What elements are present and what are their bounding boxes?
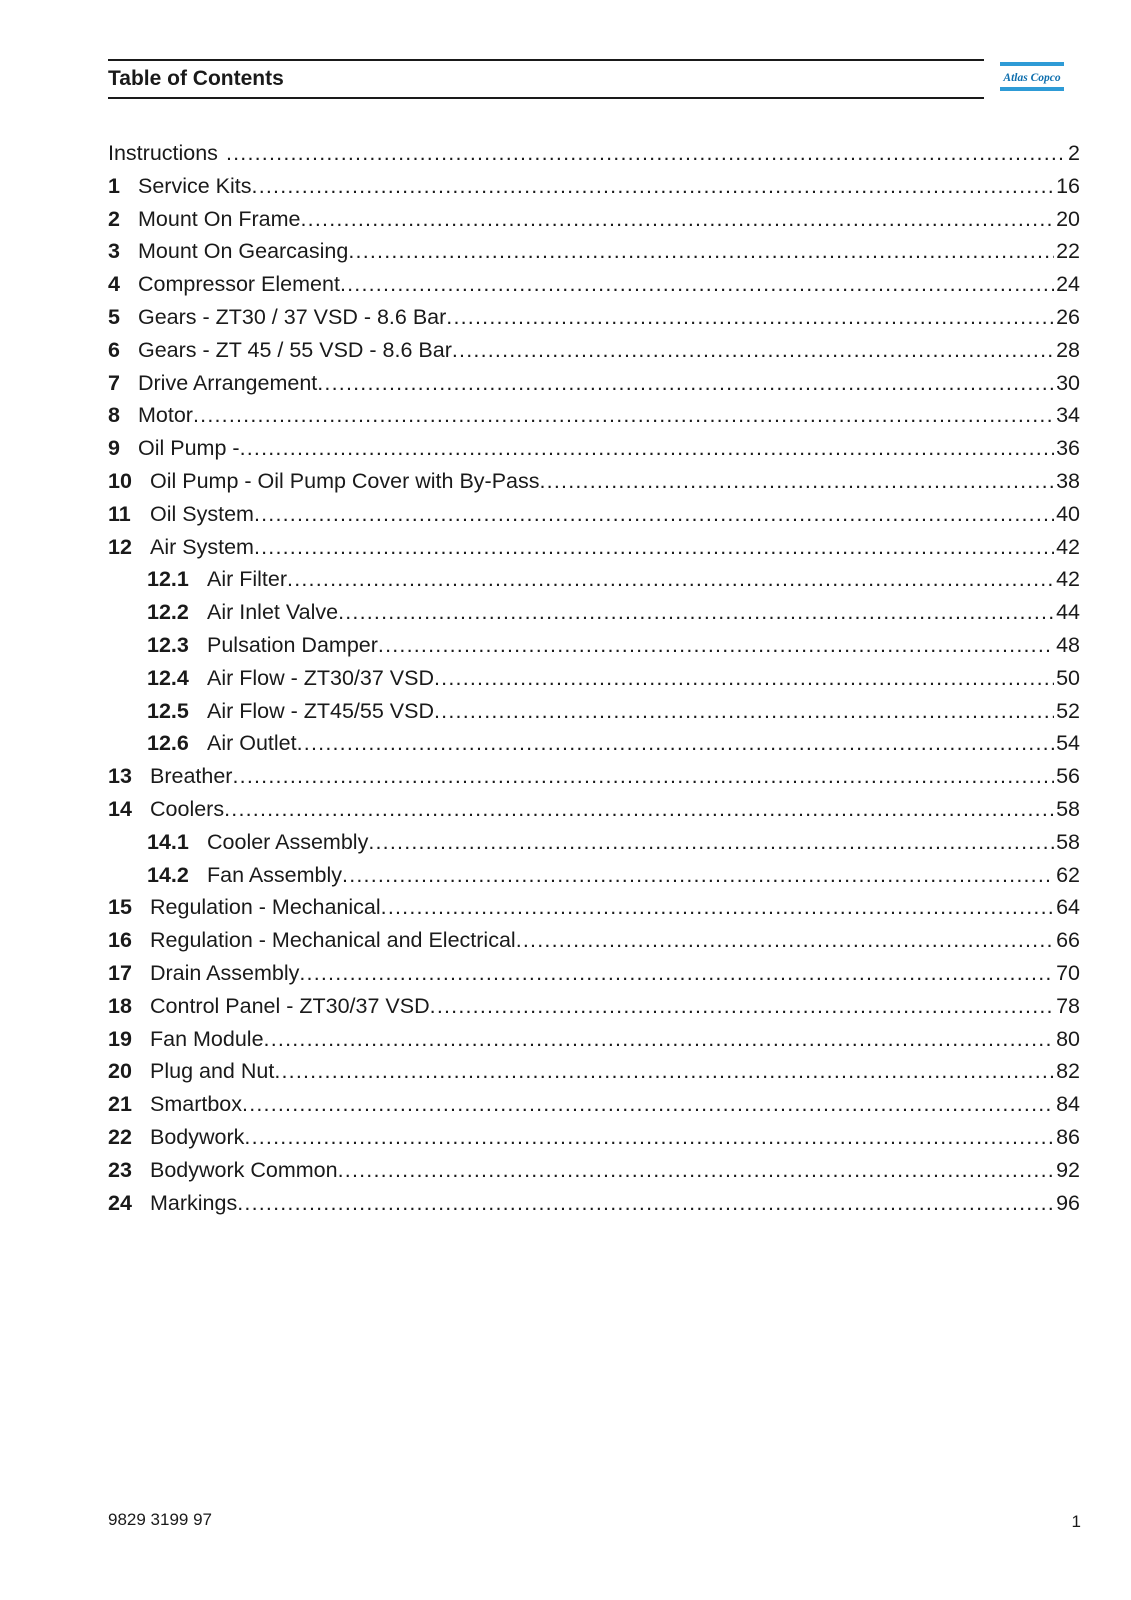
toc-entry-label: Markings [150,1190,238,1215]
toc-entry-page: 92 [1056,1157,1080,1182]
toc-leader-dots [242,1088,1054,1121]
toc-entry-number: 15 [108,895,132,920]
toc-leader-dots [381,891,1054,924]
svg-text:Atlas Copco: Atlas Copco [1003,72,1061,84]
toc-entry-number: 24 [108,1190,132,1215]
toc-entry-number: 1 [108,173,120,198]
toc-leader-dots [452,334,1054,367]
toc-entry-label: Drain Assembly [150,960,300,985]
toc-entry-page: 42 [1056,534,1080,559]
toc-leader-dots [338,1154,1054,1187]
toc-entry-number: 14.1 [147,829,189,854]
toc-entry-number: 14 [108,796,132,821]
toc-entry[interactable] [108,301,1080,334]
toc-entry-label: Regulation - Mechanical [150,895,381,920]
toc-entry-number: 12.1 [147,567,189,592]
toc-entry[interactable] [108,367,1080,400]
toc-entry-number: 11 [108,501,131,526]
toc-leader-dots [434,662,1054,695]
toc-entry[interactable] [108,1055,1080,1088]
toc-entry-page: 40 [1056,501,1080,526]
toc-entry-number: 17 [108,960,132,985]
toc-entry-number: 18 [108,993,132,1018]
toc-entry-number: 12.5 [147,698,189,723]
toc-entry-page: 58 [1056,796,1080,821]
toc-subentry[interactable] [108,662,1080,695]
toc-subentry[interactable] [108,596,1080,629]
toc-entry[interactable] [108,760,1080,793]
toc-entry-page: 78 [1056,993,1080,1018]
toc-entry-label: Bodywork Common [150,1157,338,1182]
toc-entry-page: 2 [1068,141,1080,165]
toc-leader-dots [430,990,1054,1023]
toc-subentry[interactable] [108,629,1080,662]
toc-entry-label: Coolers [150,796,225,821]
toc-leader-dots [287,563,1054,596]
toc-entry-page: 26 [1056,304,1080,329]
toc-entry[interactable] [108,399,1080,432]
toc-entry-label: Instructions [108,141,218,165]
toc-entry-page: 96 [1056,1190,1080,1215]
toc-leader-dots [340,268,1054,301]
toc-leader-dots [317,367,1054,400]
toc-entry-page: 28 [1056,337,1080,362]
toc-entry-label: Air Flow - ZT30/37 VSD [207,665,434,690]
toc-entry-label: Pulsation Damper [207,632,378,657]
toc-entry[interactable] [108,531,1080,564]
toc-entry-label: Air Inlet Valve [207,600,339,625]
toc-leader-dots [240,432,1055,465]
toc-leader-dots [254,498,1054,531]
toc-entry-number: 23 [108,1157,132,1182]
toc-entry-page: 86 [1056,1124,1080,1149]
toc-entry-number: 12 [108,534,132,559]
toc-entry-page: 36 [1056,436,1080,461]
toc-entry-label: Oil System [150,501,254,526]
toc-entry-label: Gears - ZT30 / 37 VSD - 8.6 Bar [138,304,447,329]
toc-entry-number: 12.4 [147,665,189,690]
toc-entry[interactable] [108,1121,1080,1154]
toc-leader-dots [338,596,1054,629]
toc-entry[interactable] [108,498,1080,531]
toc-entry-page: 80 [1056,1026,1080,1051]
toc-entry-number: 12.6 [147,731,189,756]
toc-entry-label: Air System [150,534,254,559]
document-number: 9829 3199 97 [108,1510,212,1529]
toc-entry[interactable] [108,334,1080,367]
atlas-copco-logo [1000,62,1064,95]
toc-entry-number: 5 [108,304,120,329]
toc-entry-label: Drive Arrangement [138,370,318,395]
toc-entry[interactable] [108,235,1080,268]
toc-entry-number: 10 [108,468,132,493]
toc-entry-page: 54 [1056,731,1080,756]
toc-leader-dots [252,170,1055,203]
toc-entry-page: 52 [1056,698,1080,723]
toc-entry-label: Gears - ZT 45 / 55 VSD - 8.6 Bar [138,337,452,362]
toc-entry-page: 44 [1056,600,1080,625]
toc-entry-number: 4 [108,272,120,297]
toc-leader-dots [297,727,1054,760]
toc-entry[interactable] [108,957,1080,990]
toc-entry[interactable] [108,170,1080,203]
toc-entry-label: Regulation - Mechanical and Electrical [150,928,516,953]
toc-entry-number: 3 [108,239,120,264]
toc-entry-number: 6 [108,337,120,362]
toc-entry-label: Plug and Nut [150,1059,275,1084]
table-of-contents [108,137,1080,1219]
toc-entry-label: Air Outlet [207,731,297,756]
toc-entry-label: Compressor Element [138,272,340,297]
toc-entry-page: 62 [1056,862,1080,887]
toc-entry[interactable] [108,990,1080,1023]
toc-entry-label: Cooler Assembly [207,829,369,854]
toc-subentry[interactable] [108,727,1080,760]
toc-entry[interactable] [108,1088,1080,1121]
toc-entry-number: 13 [108,764,132,789]
toc-entry-label: Air Filter [207,567,288,592]
toc-leader-dots [193,399,1054,432]
toc-entry-number: 22 [108,1124,132,1149]
toc-entry-page: 58 [1056,829,1080,854]
toc-entry-page: 20 [1056,206,1080,231]
toc-entry-page: 64 [1056,895,1080,920]
toc-entry-page: 42 [1056,567,1080,592]
toc-entry-number: 12.3 [147,632,189,657]
toc-subentry[interactable] [108,826,1080,859]
toc-entry-number: 21 [108,1092,132,1117]
toc-entry-label: Oil Pump - Oil Pump Cover with By-Pass [150,468,540,493]
toc-entry-page: 82 [1056,1059,1080,1084]
toc-entry[interactable] [108,924,1080,957]
toc-leader-dots [516,924,1054,957]
toc-entry-label: Smartbox [150,1092,243,1117]
toc-leader-dots [299,957,1054,990]
toc-leader-dots [368,826,1054,859]
toc-leader-dots [224,793,1054,826]
toc-entry[interactable] [108,203,1080,236]
toc-entry-page: 66 [1056,928,1080,953]
toc-entry-label: Fan Module [150,1026,264,1051]
toc-entry-label: Mount On Gearcasing [138,239,349,264]
toc-subentry[interactable] [108,695,1080,728]
toc-leader-dots [264,1023,1055,1056]
toc-leader-dots [301,203,1055,236]
toc-entry-number: 8 [108,403,120,428]
toc-entry-page: 16 [1056,173,1080,198]
toc-leader-dots [540,465,1055,498]
toc-subentry[interactable] [108,563,1080,596]
toc-entry-label: Control Panel - ZT30/37 VSD [150,993,430,1018]
toc-entry-number: 14.2 [147,862,189,887]
toc-entry-number: 2 [108,206,120,231]
toc-leader-dots [244,1121,1054,1154]
toc-leader-dots [342,859,1054,892]
toc-entry-page: 22 [1056,239,1080,264]
toc-leader-dots [378,629,1054,662]
page-number: 1 [1071,1512,1081,1531]
toc-leader-dots [446,301,1054,334]
toc-entry-page: 24 [1056,272,1080,297]
toc-entry-page: 84 [1056,1092,1080,1117]
toc-entry-label: Fan Assembly [207,862,343,887]
toc-entry[interactable] [108,1187,1080,1220]
toc-entry-label: Motor [138,403,193,428]
toc-entry-page: 56 [1056,764,1080,789]
toc-leader-dots [226,137,1066,170]
toc-entry-number: 19 [108,1026,132,1051]
toc-entry-label: Service Kits [138,173,252,198]
toc-entry-label: Breather [150,764,233,789]
page-title: Table of Contents [108,67,284,90]
toc-leader-dots [254,531,1054,564]
toc-entry[interactable] [108,1154,1080,1187]
toc-entry-page: 70 [1056,960,1080,985]
page-header [108,59,984,99]
toc-leader-dots [232,760,1054,793]
toc-entry-label: Bodywork [150,1124,245,1149]
toc-entry[interactable] [108,1023,1080,1056]
toc-entry[interactable] [108,793,1080,826]
toc-entry-number: 12.2 [147,600,189,625]
toc-entry-number: 20 [108,1059,132,1084]
toc-entry[interactable] [108,268,1080,301]
toc-leader-dots [237,1187,1054,1220]
toc-entry-page: 48 [1056,632,1080,657]
toc-entry[interactable] [108,465,1080,498]
toc-entry[interactable] [108,432,1080,465]
toc-entry-page: 34 [1056,403,1080,428]
toc-entry-number: 16 [108,928,132,953]
toc-entry-label: Oil Pump - [138,436,240,461]
toc-entry-page: 38 [1056,468,1080,493]
toc-entry-number: 7 [108,370,120,395]
toc-entry-page: 50 [1056,665,1080,690]
toc-subentry[interactable] [108,859,1080,892]
toc-leader-dots [348,235,1054,268]
toc-leader-dots [434,695,1054,728]
toc-entry[interactable] [108,891,1080,924]
toc-entry-page: 30 [1056,370,1080,395]
toc-entry-label: Air Flow - ZT45/55 VSD [207,698,434,723]
toc-entry-number: 9 [108,436,120,461]
toc-entry-label: Mount On Frame [138,206,301,231]
toc-leader-dots [274,1055,1054,1088]
toc-entry[interactable] [108,137,1080,170]
